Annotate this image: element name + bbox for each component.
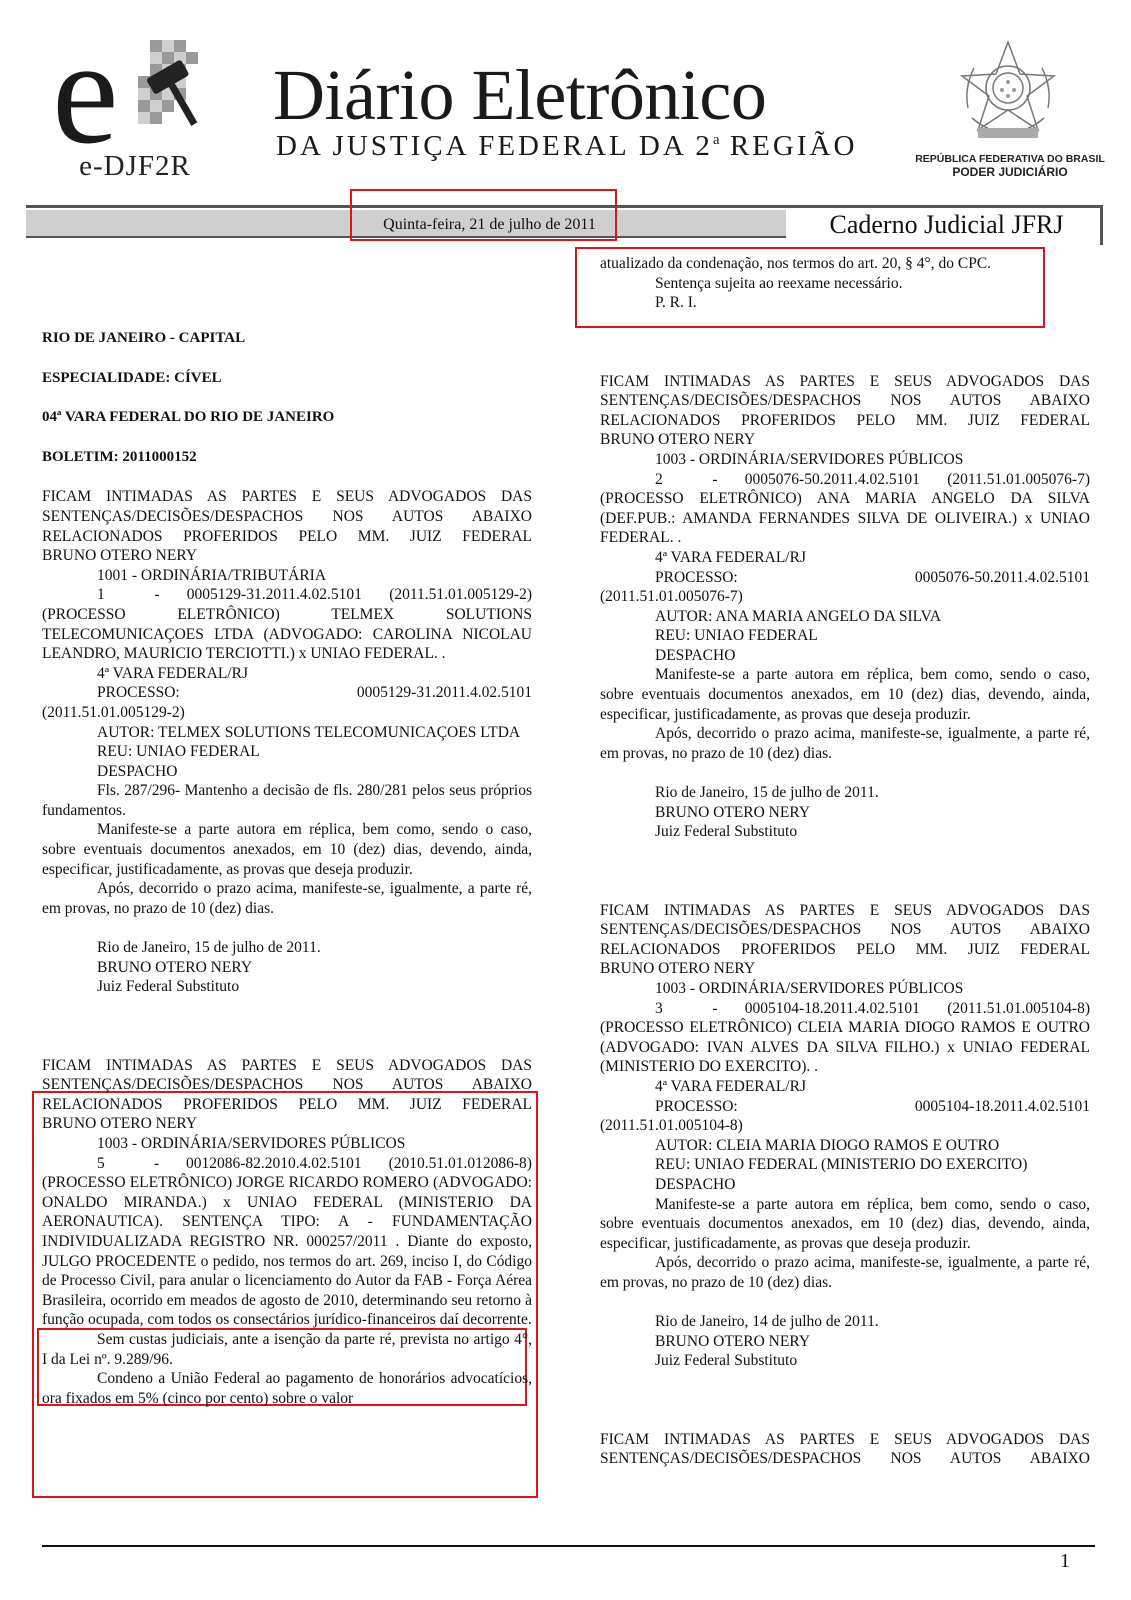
order-paragraph: Após, decorrido o prazo acima, manifeste-se, igualmente, a parte ré, em provas, no prazo de 10 (dez) dias. <box>600 725 1090 762</box>
case-class: 1003 - ORDINÁRIA/SERVIDORES PÚBLICOS <box>655 979 964 997</box>
case-number: 0005129-31.2011.4.02.5101 <box>186 586 362 604</box>
page-number: 1 <box>1060 1550 1070 1572</box>
case-number-old: (2011.51.01.005076-7) <box>947 470 1090 488</box>
heading-bulletin: BOLETIM: 2011000152 <box>42 448 197 465</box>
defendant: REU: UNIAO FEDERAL <box>97 743 260 761</box>
case-index: 5 <box>97 1154 105 1172</box>
notice-block-2 <box>42 1056 532 1409</box>
footer-rule <box>42 1545 1095 1547</box>
notice-block-4 <box>600 901 1090 1371</box>
case-number: 0005104-18.2011.4.02.5101 <box>744 999 920 1017</box>
case-parties: (PROCESSO ELETRÔNICO) ANA MARIA ANGELO DA SILVA (DEF.PUB.: AMANDA FERNANDES SILVA DE OLIVEIRA.) x UNIAO FEDERAL. . <box>600 490 1090 547</box>
case-dash: - <box>154 586 160 604</box>
case-index: 3 <box>655 999 663 1017</box>
process-old-number: (2011.51.01.005129-2) <box>42 703 185 721</box>
journal-subtitle <box>276 130 857 163</box>
case-index: 2 <box>655 470 663 488</box>
notice-line: BRUNO OTERO NERY <box>600 431 756 449</box>
case-class: 1001 - ORDINÁRIA/TRIBUTÁRIA <box>97 566 327 584</box>
section-title: Caderno Judicial JFRJ <box>829 210 1064 239</box>
svg-text:e: e <box>52 30 119 175</box>
defendant: REU: UNIAO FEDERAL (MINISTERIO DO EXERCITO) <box>655 1156 1028 1174</box>
case-number-line <box>42 1154 532 1174</box>
case-number: 0005076-50.2011.4.02.5101 <box>744 470 920 488</box>
signature-role: Juiz Federal Substituto <box>655 823 798 841</box>
signature-role: Juiz Federal Substituto <box>655 1352 798 1370</box>
header-rule <box>26 205 1103 208</box>
notice-line: RELACIONADOS PROFERIDOS PELO MM. JUIZ FEDERAL <box>600 940 1090 958</box>
order-paragraph: Manifeste-se a parte autora em réplica, bem como, sendo o caso, sobre eventuais documentos anexados, em 10 (dez) dias, devendo, ainda, especificar, justificadamente, as provas que deseja produzir. <box>600 1195 1090 1252</box>
case-number-line <box>600 470 1090 490</box>
process-old-number: (2011.51.01.005104-8) <box>600 1117 743 1135</box>
order-paragraph: Fls. 287/296- Mantenho a decisão de fls. 280/281 pelos seus próprios fundamentos. <box>42 782 532 819</box>
process-label: PROCESSO: <box>97 684 180 702</box>
case-index: 1 <box>97 586 105 604</box>
signature-place-date: Rio de Janeiro, 14 de julho de 2011. <box>655 1313 879 1331</box>
continuation-line: P. R. I. <box>655 294 697 312</box>
process-old-number: (2011.51.01.005076-7) <box>600 588 743 606</box>
order-paragraph: Após, decorrido o prazo acima, manifeste-se, igualmente, a parte ré, em provas, no prazo de 10 (dez) dias. <box>600 1254 1090 1291</box>
notice-block-3 <box>600 372 1090 842</box>
notice-line: SENTENÇAS/DECISÕES/DESPACHOS NOS AUTOS ABAIXO <box>600 921 1090 939</box>
notice-line: SENTENÇAS/DECISÕES/DESPACHOS NOS AUTOS ABAIXO <box>600 392 1090 410</box>
sentence-fees: Condeno a União Federal ao pagamento de honorários advocatícios, ora fixados em 5% (cinco por cento) sobre o valor <box>42 1370 532 1407</box>
court-name: 4ª VARA FEDERAL/RJ <box>655 548 806 566</box>
republic-label: REPÚBLICA FEDERATIVA DO BRASIL <box>915 153 1105 165</box>
continuation-line: atualizado da condenação, nos termos do art. 20, § 4°, do CPC. <box>600 255 992 272</box>
process-label: PROCESSO: <box>655 568 738 586</box>
coat-of-arms-icon <box>958 38 1058 146</box>
notice-block-5 <box>600 1430 1090 1469</box>
case-class: 1003 - ORDINÁRIA/SERVIDORES PÚBLICOS <box>97 1134 406 1152</box>
journal-title: Diário Eletrônico <box>273 55 767 135</box>
sentence-costs: Sem custas judiciais, ante a isenção da parte ré, prevista no artigo 4°, I da Lei nº. 9.289/96. <box>42 1330 532 1368</box>
case-parties: (PROCESSO ELETRÔNICO) TELMEX SOLUTIONS TELECOMUNICAÇOES LTDA (ADVOGADO: CAROLINA NICOLAU LEANDRO, MAURICIO TERCIOTTI.) x UNIAO FEDERAL. . <box>42 605 532 663</box>
signature-judge: BRUNO OTERO NERY <box>655 1332 811 1350</box>
case-number: 0012086-82.2010.4.02.5101 <box>186 1154 362 1172</box>
power-label: PODER JUDICIÁRIO <box>952 165 1068 179</box>
notice-line: FICAM INTIMADAS AS PARTES E SEUS ADVOGADOS DAS <box>600 1430 1090 1448</box>
case-parties: (PROCESSO ELETRÔNICO) CLEIA MARIA DIOGO RAMOS E OUTRO (ADVOGADO: IVAN ALVES DA SILVA FILHO.) x UNIAO FEDERAL (MINISTERIO DO EXERCITO). . <box>600 1019 1090 1076</box>
case-dash: - <box>153 1154 160 1172</box>
case-number-old: (2011.51.01.005129-2) <box>389 586 532 604</box>
order-type: DESPACHO <box>655 646 736 664</box>
process-line <box>42 683 532 703</box>
notice-block-1 <box>42 487 532 996</box>
notice-line: RELACIONADOS PROFERIDOS PELO MM. JUIZ FEDERAL <box>42 527 532 545</box>
court-name: 4ª VARA FEDERAL/RJ <box>97 664 248 682</box>
order-type: DESPACHO <box>655 1175 736 1193</box>
notice-line: FICAM INTIMADAS AS PARTES E SEUS ADVOGADOS DAS <box>600 372 1090 390</box>
process-line <box>600 1097 1090 1117</box>
notice-line: BRUNO OTERO NERY <box>42 1115 198 1133</box>
process-line <box>600 568 1090 588</box>
plaintiff: AUTOR: CLEIA MARIA DIOGO RAMOS E OUTRO <box>655 1136 1000 1154</box>
notice-line: SENTENÇAS/DECISÕES/DESPACHOS NOS AUTOS ABAIXO <box>42 1076 532 1094</box>
sentence-text: (PROCESSO ELETRÔNICO) JORGE RICARDO ROMERO (ADVOGADO: ONALDO MIRANDA.) x UNIAO FEDERAL (MINISTERIO DA AERONAUTICA). SENTENÇA TIPO: A - FUNDAMENTAÇÃO INDIVIDUALIZADA REGISTRO NR. 000257/2011 . Diante do exposto, JULGO PROCEDENTE o pedido, nos termos do art. 269, inciso I, do Código de Processo Civil, para anular o licenciamento do Autor da FAB - Força Aérea Brasileira, ocorrido em meados de agosto de 2010, determinando seu retorno à função ocupada, com todos os consectários jurídico-financeiros daí decorrente. <box>42 1174 532 1329</box>
process-number: 0005104-18.2011.4.02.5101 <box>914 1097 1090 1115</box>
notice-line: BRUNO OTERO NERY <box>600 960 756 978</box>
subtitle-main: DA JUSTIÇA FEDERAL DA 2 <box>276 130 713 162</box>
plaintiff: AUTOR: ANA MARIA ANGELO DA SILVA <box>655 607 942 625</box>
heading-court: 04ª VARA FEDERAL DO RIO DE JANEIRO <box>42 409 335 426</box>
order-type: DESPACHO <box>97 762 178 780</box>
signature-role: Juiz Federal Substituto <box>97 978 240 996</box>
notice-line: RELACIONADOS PROFERIDOS PELO MM. JUIZ FEDERAL <box>600 411 1090 429</box>
plaintiff: AUTOR: TELMEX SOLUTIONS TELECOMUNICAÇOES LTDA <box>97 723 521 741</box>
notice-line: FICAM INTIMADAS AS PARTES E SEUS ADVOGADOS DAS <box>600 901 1090 919</box>
case-dash: - <box>712 999 718 1017</box>
order-paragraph: Manifeste-se a parte autora em réplica, bem como, sendo o caso, sobre eventuais documentos anexados, em 10 (dez) dias, devendo, ainda, especificar, justificadamente, as provas que deseja produzir. <box>600 666 1090 723</box>
notice-line: SENTENÇAS/DECISÕES/DESPACHOS NOS AUTOS ABAIXO <box>42 507 532 525</box>
case-class: 1003 - ORDINÁRIA/SERVIDORES PÚBLICOS <box>655 450 964 468</box>
heading-specialty: ESPECIALIDADE: CÍVEL <box>42 369 222 386</box>
signature-judge: BRUNO OTERO NERY <box>655 803 811 821</box>
notice-line: FICAM INTIMADAS AS PARTES E SEUS ADVOGADOS DAS <box>42 1056 532 1074</box>
process-number: 0005129-31.2011.4.02.5101 <box>356 684 532 702</box>
defendant: REU: UNIAO FEDERAL <box>655 627 818 645</box>
case-number-old: (2010.51.01.012086-8) <box>388 1154 532 1172</box>
signature-place-date: Rio de Janeiro, 15 de julho de 2011. <box>97 939 321 957</box>
header-rule-right <box>1100 205 1103 245</box>
court-name: 4ª VARA FEDERAL/RJ <box>655 1077 806 1095</box>
notice-line: RELACIONADOS PROFERIDOS PELO MM. JUIZ FEDERAL <box>42 1095 532 1113</box>
order-paragraph: Após, decorrido o prazo acima, manifeste-se, igualmente, a parte ré, em provas, no prazo de 10 (dez) dias. <box>42 880 532 917</box>
order-paragraph: Manifeste-se a parte autora em réplica, bem como, sendo o caso, sobre eventuais documentos anexados, em 10 (dez) dias, devendo, ainda, especificar, justificadamente, as provas que deseja produzir. <box>42 821 532 878</box>
signature-place-date: Rio de Janeiro, 15 de julho de 2011. <box>655 784 879 802</box>
process-label: PROCESSO: <box>655 1097 738 1115</box>
signature-judge: BRUNO OTERO NERY <box>97 958 253 976</box>
subtitle-superscript: a <box>712 132 720 148</box>
logo-text: e-DJF2R <box>79 150 191 182</box>
notice-line: BRUNO OTERO NERY <box>42 547 198 565</box>
left-column <box>42 329 532 1408</box>
notice-line: FICAM INTIMADAS AS PARTES E SEUS ADVOGADOS DAS <box>42 488 532 506</box>
heading-city: RIO DE JANEIRO - CAPITAL <box>42 330 246 346</box>
process-number: 0005076-50.2011.4.02.5101 <box>914 568 1090 586</box>
case-number-line <box>600 999 1090 1019</box>
right-column <box>600 254 1090 1469</box>
subtitle-end: REGIÃO <box>719 130 858 162</box>
case-number-line <box>42 585 532 605</box>
case-dash: - <box>712 470 718 488</box>
notice-line: SENTENÇAS/DECISÕES/DESPACHOS NOS AUTOS ABAIXO <box>600 1450 1090 1468</box>
case-number-old: (2011.51.01.005104-8) <box>947 999 1090 1017</box>
issue-date: Quinta-feira, 21 de julho de 2011 <box>383 216 596 233</box>
continuation-line: Sentença sujeita ao reexame necessário. <box>655 274 903 292</box>
